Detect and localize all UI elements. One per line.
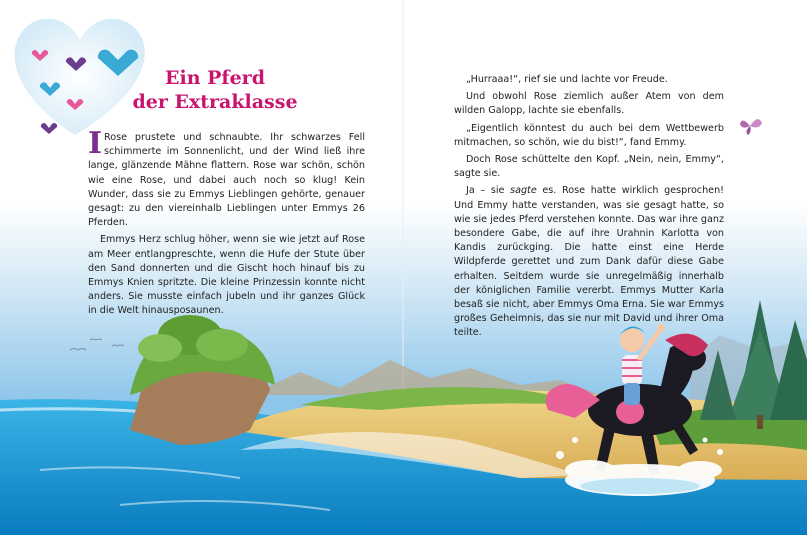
paragraph: „Eigentlich könntest du auch bei dem Wettbewerb mitmachen, so schön, wie du bist!“, fand Emmy. [454,122,724,148]
drop-cap: I [88,126,103,161]
chapter-title-line2: der Extraklasse [132,91,298,113]
right-text-column [454,73,724,344]
paragraph: Doch Rose schüttelte den Kopf. „Nein, nein, Emmy“, sagte sie. [454,154,724,180]
left-text-column [88,126,365,322]
chapter-title-line1: Ein Pferd [165,67,265,89]
paragraph: Ja – sie sagte es. Rose hatte wirklich gesprochen! Und Emmy hatte verstanden, was sie gesagt hatte, so wie sie jedes Pferd verstehen konnte. Das war ihre ganz besondere Gabe, die auf ihre Urahnin Karlotta von Kandis zurückging. Die hatte einst eine Herde Wildpferde gerettet und zum Dank dafür diese Gabe erhalten. Seitdem wurde sie unregelmäßig innerhalb der königlichen Familie vererbt. Emmys Mutter Karla besaß sie nicht, aber Emmys Oma Erna. Sie war Emmys großes Geheimnis, das sie nur mit David und ihrer Oma teilte. [454,185,724,339]
paragraph: Emmys Herz schlug höher, wenn sie wie jetzt auf Rose am Meer entlangpreschte, wenn die Hufe der Stute über den Sand donnerten und die Gischt hoch hinauf bis zu Emmys Knien spritzte. Die kleine Prinzessin konnte nicht anders. Sie musste einfach jubeln und ihr ganzes Glück in die Welt hinausposaunen. [88,234,365,317]
chapter-title [120,66,310,114]
paragraph: Und obwohl Rose ziemlich außer Atem von dem wilden Galopp, lachte sie ebenfalls. [454,91,724,117]
paragraph: „Hurraaa!“, rief sie und lachte vor Freude. [466,74,668,85]
paragraph: I Rose prustete und schnaubte. Ihr schwarzes Fell schimmerte im Sonnenlicht, und der Wind ließ ihre lange, glänzende Mähne flattern. Rose war schön, schön wie eine Rose, und dabei auch noch so klug! Kein Wunder, dass sie zu Emmys Lieblingen gehörte, genauer gesagt: zu den viereinhalb Lieblingen unter Emmys 26 Pferden. [88,126,365,229]
